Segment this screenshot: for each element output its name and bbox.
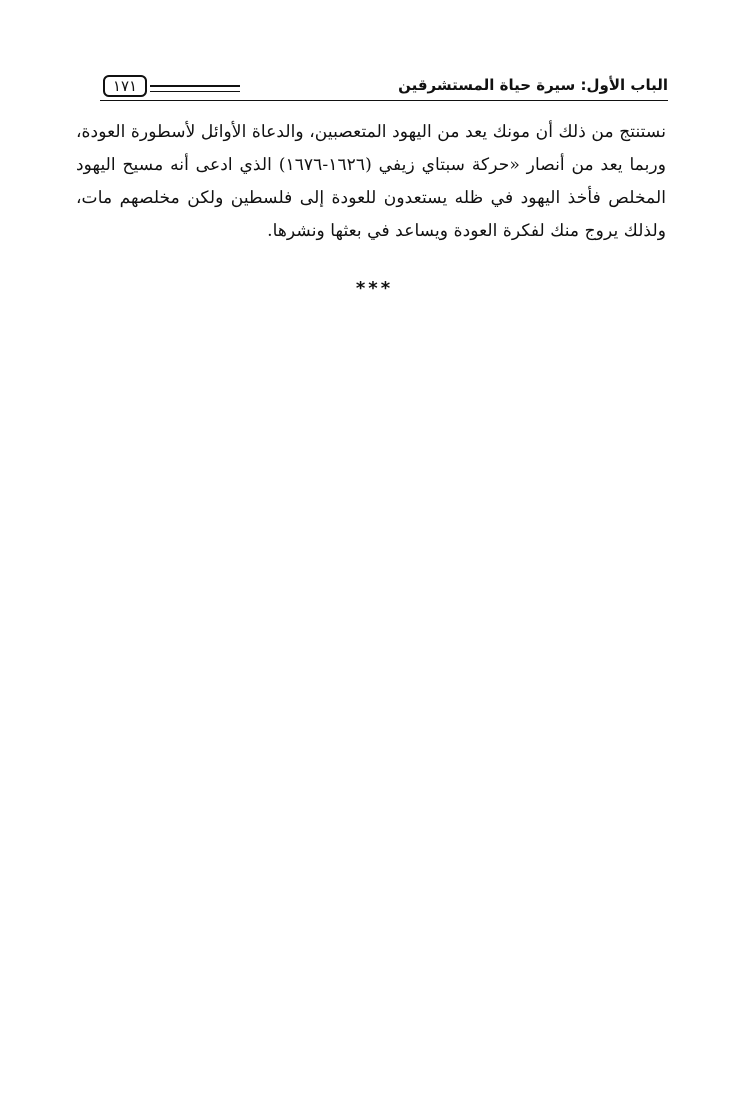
running-header [100,72,668,102]
body-paragraph: نستنتج من ذلك أن مونك يعد من اليهود المتعصبين، والدعاة الأوائل لأسطورة العودة، وربما يعد من أنصار «حركة سبتاي زيفي (١٦٢٦-١٦٧٦) الذي ادعى أنه مسيح اليهود المخلص فأخذ اليهود في ظله يستعدون للعودة إلى فلسطين ولكن مخلصهم مات، ولذلك يروج منك لفكرة العودة ويساعد في بعثها ونشرها. [76,122,666,241]
header-ornament-rule [150,85,240,92]
chapter-title: الباب الأول: سيرة حياة المستشرقين [398,76,668,94]
page-number: ١٧١ [103,75,147,97]
section-separator: *** [355,278,394,299]
header-underline [100,100,668,101]
